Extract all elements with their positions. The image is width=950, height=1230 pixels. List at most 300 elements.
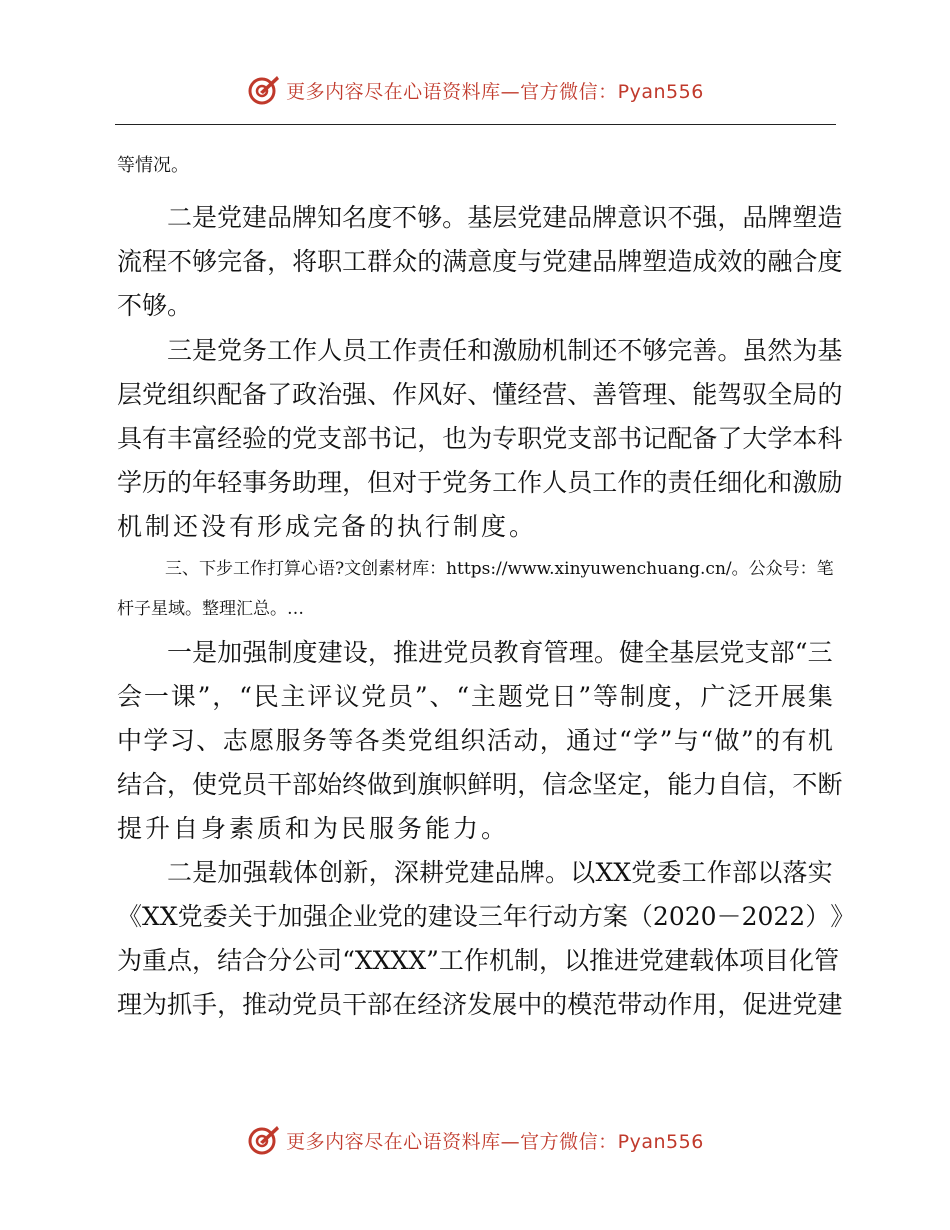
char: 信 — [542, 770, 568, 799]
char: 强 — [242, 858, 268, 887]
char: 案 — [602, 902, 628, 931]
char: 务 — [267, 468, 293, 497]
paragraph-line — [117, 677, 833, 717]
char: 党 — [361, 682, 387, 711]
char: 全 — [767, 380, 793, 409]
char: 业 — [352, 902, 378, 931]
char: 深 — [393, 858, 419, 887]
char: 育 — [518, 638, 544, 667]
char: 治 — [317, 380, 343, 409]
char: 进 — [767, 990, 793, 1019]
char: 展 — [492, 990, 518, 1019]
char: ” — [426, 946, 439, 975]
char: 干 — [267, 770, 293, 799]
char: “ — [342, 946, 355, 975]
char: 务 — [301, 726, 327, 755]
char: 事 — [242, 468, 268, 497]
char: 能 — [692, 380, 718, 409]
char: 健 — [618, 638, 644, 667]
char: 、 — [367, 380, 393, 409]
char: 任 — [442, 336, 468, 365]
char: 委 — [656, 858, 682, 887]
char: 等 — [593, 682, 619, 711]
char: 够 — [642, 336, 668, 365]
char: 评 — [307, 682, 333, 711]
char: 经 — [417, 990, 443, 1019]
char: 工 — [492, 468, 518, 497]
char: 激 — [792, 468, 818, 497]
char: 化 — [789, 946, 815, 975]
char: 抓 — [167, 990, 193, 1019]
char: 设 — [342, 638, 368, 667]
char: 二 — [167, 203, 193, 232]
char: 支 — [744, 638, 770, 667]
char: 各 — [354, 726, 380, 755]
char: 牌 — [617, 247, 643, 276]
char: ， — [642, 770, 668, 799]
char: 议 — [334, 682, 360, 711]
char: 党 — [217, 336, 243, 365]
char: 年 — [192, 468, 218, 497]
char: 牌 — [519, 858, 545, 887]
char: 理 — [317, 468, 343, 497]
char: 的 — [642, 468, 668, 497]
char: 、 — [567, 380, 593, 409]
char: 的 — [542, 990, 568, 1019]
char: 加 — [277, 902, 303, 931]
char: ， — [367, 638, 393, 667]
char: 验 — [242, 424, 268, 453]
char: 促 — [742, 990, 768, 1019]
char: 学 — [143, 726, 169, 755]
char: 委 — [202, 902, 228, 931]
char: 也 — [442, 424, 468, 453]
char: 是 — [192, 336, 218, 365]
char: 与 — [517, 247, 543, 276]
char: 为 — [117, 946, 143, 975]
char: 管 — [543, 638, 569, 667]
char: 的 — [402, 902, 428, 931]
char: 重 — [142, 946, 168, 975]
paragraph-line — [117, 463, 843, 503]
char: 管 — [617, 380, 643, 409]
char: 中 — [517, 990, 543, 1019]
char: 度 — [817, 247, 843, 276]
char: 制 — [267, 638, 293, 667]
char: 、 — [467, 380, 493, 409]
char: 度 — [292, 638, 318, 667]
char: ， — [417, 424, 443, 453]
char: 党 — [407, 726, 433, 755]
char: 职 — [517, 424, 543, 453]
char: ， — [217, 990, 243, 1019]
char: 学 — [633, 726, 659, 755]
char: 虽 — [742, 336, 768, 365]
char: 推 — [242, 990, 268, 1019]
char: 风 — [417, 380, 443, 409]
char: ， — [267, 247, 293, 276]
char: 助 — [292, 468, 318, 497]
section-heading: 三、下步工作打算心语?文创素材库：https://www.xinyuwenchuang.cn/。公众号：笔 — [165, 559, 834, 579]
char: 党 — [443, 638, 469, 667]
char: 作 — [706, 858, 732, 887]
char: 本 — [792, 424, 818, 453]
char: 是 — [192, 858, 218, 887]
char: 人 — [317, 336, 343, 365]
char: 书 — [367, 424, 393, 453]
paragraph-line — [117, 765, 843, 805]
char: 以 — [757, 858, 783, 887]
char: 断 — [817, 770, 843, 799]
char: 的 — [267, 424, 293, 453]
char: 干 — [342, 990, 368, 1019]
char: 备 — [242, 380, 268, 409]
char: 成 — [692, 247, 718, 276]
text-line: 等情况。 — [117, 155, 189, 176]
char: 理 — [642, 380, 668, 409]
char: 类 — [381, 726, 407, 755]
paragraph-line — [117, 375, 843, 415]
char: 主 — [280, 682, 306, 711]
char: 党 — [444, 858, 470, 887]
char: 载 — [267, 858, 293, 887]
char: 在 — [392, 990, 418, 1019]
char: 作 — [617, 468, 643, 497]
paragraph-line: 不够。 — [117, 291, 193, 320]
char: 三 — [807, 638, 833, 667]
char: 服 — [275, 726, 301, 755]
char: ， — [517, 770, 543, 799]
char: 不 — [617, 336, 643, 365]
char: 动 — [552, 902, 578, 931]
char: 会 — [117, 682, 143, 711]
char: 的 — [755, 726, 781, 755]
char: 工 — [681, 858, 707, 887]
char: XXXX — [354, 946, 427, 975]
char: 、 — [667, 380, 693, 409]
char: 建 — [664, 946, 690, 975]
char: 于 — [417, 468, 443, 497]
char: 强 — [692, 203, 718, 232]
char: 名 — [342, 203, 368, 232]
char: 员 — [468, 638, 494, 667]
char: 一 — [167, 638, 193, 667]
char: 知 — [317, 203, 343, 232]
char: 不 — [167, 247, 193, 276]
char: 做 — [367, 770, 393, 799]
char: 2020 — [652, 902, 717, 931]
char: 然 — [767, 336, 793, 365]
char: ， — [212, 682, 238, 711]
char: 三 — [477, 902, 503, 931]
char: 党 — [217, 203, 243, 232]
char: 基 — [669, 638, 695, 667]
char: 组 — [167, 380, 193, 409]
char: 以 — [570, 858, 596, 887]
char: 建 — [427, 902, 453, 931]
char: “ — [239, 682, 252, 711]
paragraph-line — [117, 721, 833, 761]
char: 部 — [732, 858, 758, 887]
char: ， — [767, 770, 793, 799]
char: 企 — [327, 902, 353, 931]
char: 造 — [667, 247, 693, 276]
char: 党 — [524, 682, 550, 711]
char: 旗 — [417, 770, 443, 799]
char: 度 — [492, 247, 518, 276]
char: 方 — [577, 902, 603, 931]
char: 部 — [342, 424, 368, 453]
char: 责 — [667, 468, 693, 497]
char: 够 — [192, 247, 218, 276]
char: 还 — [592, 336, 618, 365]
char: 范 — [592, 990, 618, 1019]
char: 日 — [551, 682, 577, 711]
logo-icon — [246, 1122, 282, 1158]
char: 品 — [592, 247, 618, 276]
char: 了 — [717, 424, 743, 453]
char: 建 — [469, 858, 495, 887]
char: ， — [717, 990, 743, 1019]
char: 鲜 — [467, 770, 493, 799]
char: 耕 — [419, 858, 445, 887]
char: 大 — [742, 424, 768, 453]
char: 为 — [142, 990, 168, 1019]
char: 融 — [767, 247, 793, 276]
char: ， — [539, 726, 565, 755]
char: 作 — [392, 380, 418, 409]
char: － — [716, 902, 742, 931]
paragraph-line — [117, 633, 833, 673]
char: 念 — [567, 770, 593, 799]
char: 科 — [817, 424, 843, 453]
char: 合 — [792, 247, 818, 276]
char: （ — [627, 902, 653, 931]
char: 基 — [817, 336, 843, 365]
char: 配 — [667, 424, 693, 453]
char: 于 — [252, 902, 278, 931]
char: 动 — [642, 990, 668, 1019]
char: 务 — [467, 468, 493, 497]
char: 结 — [117, 770, 143, 799]
char: 是 — [192, 203, 218, 232]
char: 激 — [492, 336, 518, 365]
char: 广 — [700, 682, 726, 711]
char: 不 — [667, 203, 693, 232]
char: 品 — [742, 203, 768, 232]
char: ” — [659, 726, 673, 755]
char: 党 — [292, 990, 318, 1019]
char: 强 — [302, 902, 328, 931]
paragraph-line — [117, 985, 843, 1025]
char: 党 — [542, 424, 568, 453]
char: 坚 — [592, 770, 618, 799]
char: 励 — [517, 336, 543, 365]
char: 进 — [418, 638, 444, 667]
char: 终 — [342, 770, 368, 799]
char: 品 — [567, 203, 593, 232]
char: 推 — [589, 946, 615, 975]
char: 完 — [217, 247, 243, 276]
char: 、 — [196, 726, 222, 755]
char: 党 — [517, 203, 543, 232]
char: 到 — [392, 770, 418, 799]
char: 帜 — [442, 770, 468, 799]
paragraph-line — [117, 897, 856, 937]
char: 层 — [694, 638, 720, 667]
char: 用 — [692, 990, 718, 1019]
char: 塑 — [642, 247, 668, 276]
char: 民 — [253, 682, 279, 711]
char: 自 — [717, 770, 743, 799]
char: 经 — [517, 380, 543, 409]
char: 组 — [434, 726, 460, 755]
char: XX — [142, 902, 178, 931]
char: 意 — [467, 247, 493, 276]
char: 富 — [192, 424, 218, 453]
char: 信 — [742, 770, 768, 799]
char: 任 — [692, 468, 718, 497]
char: 加 — [217, 858, 243, 887]
char: 了 — [267, 380, 293, 409]
char: 具 — [117, 424, 143, 453]
char: 牌 — [292, 203, 318, 232]
char: 课 — [170, 682, 196, 711]
char: 营 — [542, 380, 568, 409]
char: 程 — [142, 247, 168, 276]
char: 题 — [497, 682, 523, 711]
paragraph-line — [117, 331, 843, 371]
char: 使 — [192, 770, 218, 799]
logo-icon — [246, 72, 282, 108]
char: 合 — [142, 770, 168, 799]
char: 等 — [328, 726, 354, 755]
char: ， — [192, 946, 218, 975]
char: 织 — [460, 726, 486, 755]
char: 进 — [614, 946, 640, 975]
char: ， — [342, 468, 368, 497]
char: 作 — [392, 336, 418, 365]
char: 建 — [542, 203, 568, 232]
char: 工 — [267, 336, 293, 365]
char: 层 — [492, 203, 518, 232]
char: 学 — [117, 468, 143, 497]
char: 流 — [117, 247, 143, 276]
char: 做 — [714, 726, 740, 755]
char: 党 — [142, 380, 168, 409]
char: 制 — [513, 946, 539, 975]
char: 机 — [488, 946, 514, 975]
char: 济 — [442, 990, 468, 1019]
char: 带 — [617, 990, 643, 1019]
char: 理 — [568, 638, 594, 667]
char: 部 — [769, 638, 795, 667]
char: 愿 — [249, 726, 275, 755]
char: 动 — [267, 990, 293, 1019]
char: 群 — [367, 247, 393, 276]
char: 支 — [567, 424, 593, 453]
footer-banner — [0, 1118, 950, 1162]
char: 的 — [417, 247, 443, 276]
paragraph-line: 机制还没有形成完备的执行制度。 — [117, 512, 538, 541]
char: 识 — [642, 203, 668, 232]
char: 员 — [342, 336, 368, 365]
char: 载 — [689, 946, 715, 975]
char: 党 — [177, 902, 203, 931]
char: “ — [456, 682, 470, 711]
char: 发 — [467, 990, 493, 1019]
char: 制 — [567, 336, 593, 365]
char: 推 — [392, 638, 418, 667]
char: 细 — [717, 468, 743, 497]
char: 务 — [242, 336, 268, 365]
char: 员 — [567, 468, 593, 497]
char: 层 — [117, 380, 143, 409]
char: ， — [167, 770, 193, 799]
char: XX — [595, 858, 632, 887]
char: 有 — [142, 424, 168, 453]
char: 专 — [492, 424, 518, 453]
char: 驾 — [717, 380, 743, 409]
char: 体 — [293, 858, 319, 887]
char: 意 — [617, 203, 643, 232]
char: 责 — [417, 336, 443, 365]
char: 度 — [367, 203, 393, 232]
char: 分 — [267, 946, 293, 975]
char: 职 — [317, 247, 343, 276]
char: 党 — [292, 424, 318, 453]
char: 通 — [566, 726, 592, 755]
char: 定 — [617, 770, 643, 799]
char: ， — [368, 858, 394, 887]
char: 年 — [502, 902, 528, 931]
char: 满 — [442, 247, 468, 276]
char: 众 — [392, 247, 418, 276]
char: 活 — [486, 726, 512, 755]
char: 新 — [343, 858, 369, 887]
char: 作 — [292, 336, 318, 365]
char: 党 — [442, 468, 468, 497]
char: 为 — [467, 424, 493, 453]
char: 手 — [192, 990, 218, 1019]
char: 有 — [781, 726, 807, 755]
char: 轻 — [217, 468, 243, 497]
char: 强 — [242, 638, 268, 667]
char: 和 — [767, 468, 793, 497]
char: 。 — [545, 858, 571, 887]
header-divider — [115, 124, 836, 125]
char: 配 — [217, 380, 243, 409]
char: 将 — [292, 247, 318, 276]
char: 不 — [792, 770, 818, 799]
char: 项 — [739, 946, 765, 975]
char: 党 — [719, 638, 745, 667]
char: 部 — [367, 990, 393, 1019]
char: 作 — [463, 946, 489, 975]
char: 开 — [754, 682, 780, 711]
char: ” — [414, 682, 428, 711]
char: 过 — [592, 726, 618, 755]
char: 二 — [167, 858, 193, 887]
char: 理 — [117, 990, 143, 1019]
char: “ — [619, 726, 632, 755]
char: 塑 — [792, 203, 818, 232]
char: 强 — [342, 380, 368, 409]
char: 牌 — [767, 203, 793, 232]
char: 支 — [317, 424, 343, 453]
char: 党 — [542, 247, 568, 276]
footer-banner-text: 更多内容尽在心语资料库—官方微信：Pyan556 — [286, 1130, 704, 1153]
